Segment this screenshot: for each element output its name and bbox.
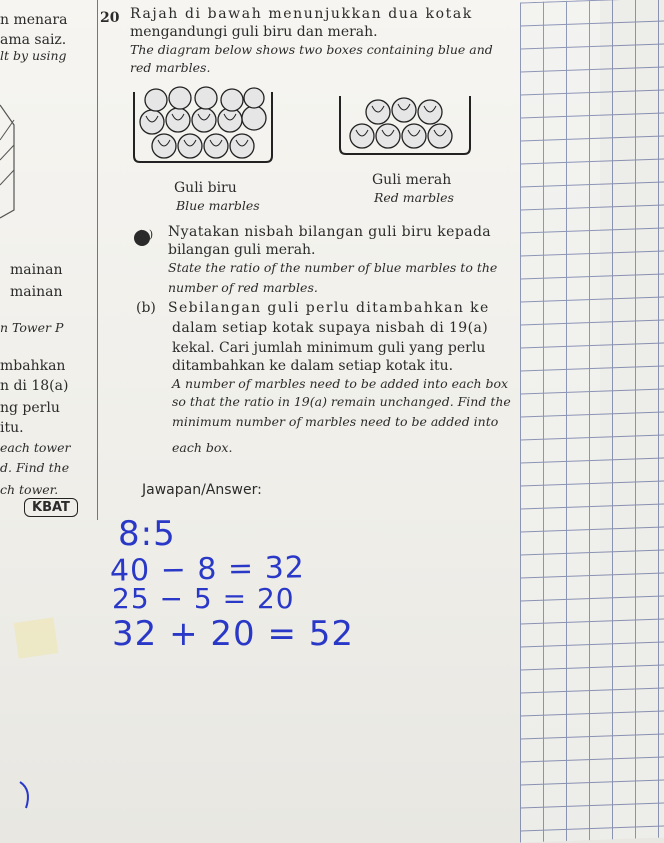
part-b-en-line: each box. — [172, 440, 233, 455]
part-b-en-line: minimum number of marbles need to be added into — [172, 414, 499, 429]
part-a-label: (a) — [138, 228, 154, 241]
answer-label: Jawapan/Answer: — [142, 482, 262, 498]
kbat-badge: KBAT — [24, 498, 78, 517]
margin-line: d. Find the — [0, 460, 70, 475]
red-marbles-box — [336, 94, 486, 164]
answer-line: 8:5 — [118, 514, 176, 554]
margin-line: mainan — [10, 284, 63, 300]
graph-paper-edge — [520, 0, 664, 843]
tape-mark — [14, 617, 59, 658]
margin-line: ama saiz. — [0, 32, 67, 48]
margin-line: n Tower P — [0, 320, 64, 335]
part-b-en-line: so that the ratio in 19(a) remain unchanged. Find the — [172, 394, 511, 409]
margin-line: itu. — [0, 420, 24, 436]
margin-line: mbahkan — [0, 358, 66, 374]
red-label-ms: Guli merah — [372, 172, 452, 188]
part-b-en-line: A number of marbles need to be added into each box — [172, 376, 509, 391]
red-label-en: Red marbles — [374, 190, 454, 205]
margin-line: n di 18(a) — [0, 378, 69, 394]
part-a-en-line: number of red marbles. — [168, 280, 318, 295]
answer-line: 25 − 5 = 20 — [112, 582, 295, 615]
column-divider — [97, 0, 98, 520]
blue-label-ms: Guli biru — [174, 180, 237, 196]
margin-line: mainan — [10, 262, 63, 278]
margin-line: ng perlu — [0, 400, 60, 416]
part-b-label: (b) — [136, 300, 156, 316]
question-en-line: red marbles. — [130, 60, 211, 75]
part-b-ms-line: dalam setiap kotak supaya nisbah di 19(a) — [172, 320, 489, 336]
margin-line: lt by using — [0, 48, 67, 63]
margin-line: n menara — [0, 12, 68, 28]
question-en-line: The diagram below shows two boxes containing blue and — [130, 42, 493, 57]
question-ms-line: mengandungi guli biru dan merah. — [130, 24, 378, 40]
part-b-ms-line: kekal. Cari jumlah minimum guli yang perlu — [172, 340, 486, 356]
blue-label-en: Blue marbles — [176, 198, 260, 213]
margin-line: ch tower. — [0, 482, 59, 497]
left-margin-column — [0, 0, 98, 840]
part-a-ms-line: bilangan guli merah. — [168, 242, 316, 258]
cut-off-figure — [0, 100, 20, 220]
pen-mark — [18, 780, 38, 810]
blue-marbles-box — [130, 90, 280, 170]
margin-line: each tower — [0, 440, 71, 455]
part-a-ms-line: Nyatakan nisbah bilangan guli biru kepada — [168, 224, 492, 240]
question-number: 20 — [100, 10, 120, 26]
answer-line: 32 + 20 = 52 — [112, 614, 354, 654]
answer-line: 40 − 8 = 32 — [109, 550, 306, 589]
part-b-ms-line: Sebilangan guli perlu ditambahkan ke — [168, 300, 490, 316]
part-a-en-line: State the ratio of the number of blue marbles to the — [168, 260, 498, 275]
question-ms-line: Rajah di bawah menunjukkan dua kotak — [130, 6, 473, 22]
part-b-ms-line: ditambahkan ke dalam setiap kotak itu. — [172, 358, 454, 374]
